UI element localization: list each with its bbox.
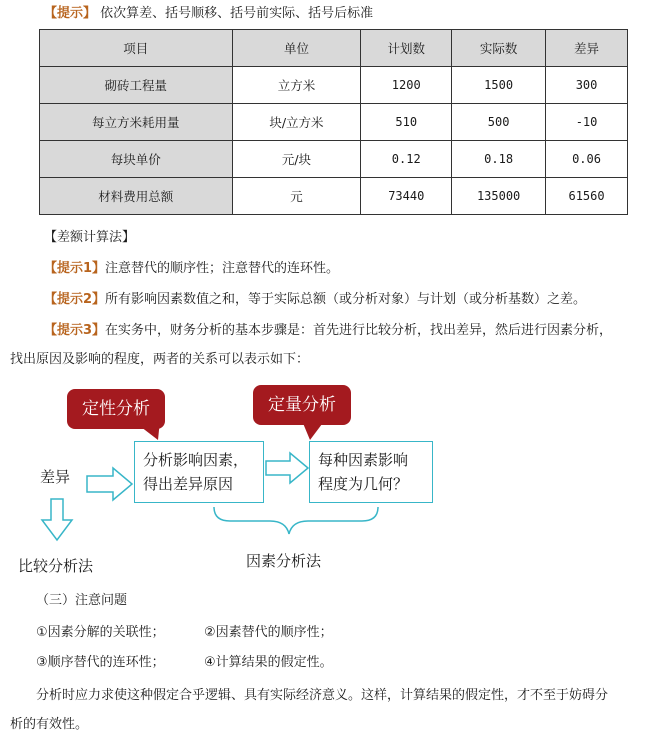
note-item: ②因素替代的顺序性； (204, 625, 333, 640)
note-item: ④计算结果的假定性。 (204, 655, 333, 670)
header-plan: 计划数 (361, 30, 452, 67)
header-item: 项目 (40, 30, 233, 67)
cell-actual: 0.18 (452, 141, 546, 178)
cell-unit: 立方米 (232, 67, 361, 104)
factor-degree-box (309, 441, 433, 503)
notes-paragraph-end: 析的有效性。 (10, 717, 89, 732)
callout-qualitative: 定性分析 (67, 389, 165, 429)
hint-top (44, 5, 373, 23)
header-diff: 差异 (546, 30, 628, 67)
cell-plan: 0.12 (361, 141, 452, 178)
tip-tag: 【提示1】 (44, 261, 106, 276)
hint-tag: 【提示】 (44, 6, 97, 21)
cell-item: 材料费用总额 (40, 178, 233, 215)
table-row (40, 141, 628, 178)
box-line: 程度为几何？ (318, 475, 409, 493)
brace-icon (214, 507, 378, 534)
header-actual: 实际数 (452, 30, 546, 67)
tip-1 (44, 260, 339, 278)
cell-plan: 1200 (361, 67, 452, 104)
cell-item: 砌砖工程量 (40, 67, 233, 104)
box-line: 得出差异原因 (143, 475, 234, 493)
box-line: 每种因素影响 (318, 451, 409, 469)
table-row (40, 67, 628, 104)
difference-label: 差异 (40, 468, 71, 486)
cell-diff: -10 (546, 104, 628, 141)
factor-method-label: 因素分析法 (246, 552, 322, 570)
tip-tag: 【提示3】 (44, 323, 106, 338)
tip-text: 所有影响因素数值之和，等于实际总额（或分析对象）与计划（或分析基数）之差。 (105, 292, 587, 307)
cell-plan: 73440 (361, 178, 452, 215)
table-row (40, 104, 628, 141)
comparison-method-label: 比较分析法 (18, 557, 94, 575)
tip-3 (44, 322, 612, 340)
header-unit: 单位 (232, 30, 361, 67)
cell-item: 每立方米耗用量 (40, 104, 233, 141)
table-header-row (40, 30, 628, 67)
tip-text: 在实务中，财务分析的基本步骤是：首先进行比较分析，找出差异，然后进行因素分析， (105, 323, 613, 338)
tip-tag: 【提示2】 (44, 292, 106, 307)
cell-diff: 0.06 (546, 141, 628, 178)
down-arrow-icon (42, 499, 72, 540)
cell-item: 每块单价 (40, 141, 233, 178)
right-arrow-icon (266, 453, 308, 483)
cell-actual: 135000 (452, 178, 546, 215)
section-title: 【差额计算法】 (44, 230, 136, 245)
box-line: 分析影响因素， (143, 451, 249, 469)
cell-plan: 510 (361, 104, 452, 141)
note-item: ③顺序替代的连环性； (36, 655, 165, 670)
notes-paragraph: 分析时应力求使这种假定合乎逻辑、具有实际经济意义。这样，计算结果的假定性，才不至于妨碍分 (36, 688, 609, 703)
cell-unit: 元 (232, 178, 361, 215)
tip-text: 注意替代的顺序性；注意替代的连环性。 (105, 261, 340, 276)
cell-actual: 500 (452, 104, 546, 141)
cell-diff: 300 (546, 67, 628, 104)
cell-unit: 元/块 (232, 141, 361, 178)
note-item: ①因素分解的关联性； (36, 625, 165, 640)
tip-3-continuation: 找出原因及影响的程度，两者的关系可以表示如下： (10, 352, 310, 367)
table-row (40, 178, 628, 215)
cell-actual: 1500 (452, 67, 546, 104)
cell-unit: 块/立方米 (232, 104, 361, 141)
right-arrow-icon (87, 468, 132, 500)
hint-text: 依次算差、括号顺移、括号前实际、括号后标准 (100, 6, 374, 21)
tip-2 (44, 291, 586, 309)
factor-reason-box (134, 441, 264, 503)
notes-heading: （三）注意问题 (36, 593, 128, 608)
cell-diff: 61560 (546, 178, 628, 215)
cost-table (39, 29, 628, 215)
callout-quantitative: 定量分析 (253, 385, 351, 425)
